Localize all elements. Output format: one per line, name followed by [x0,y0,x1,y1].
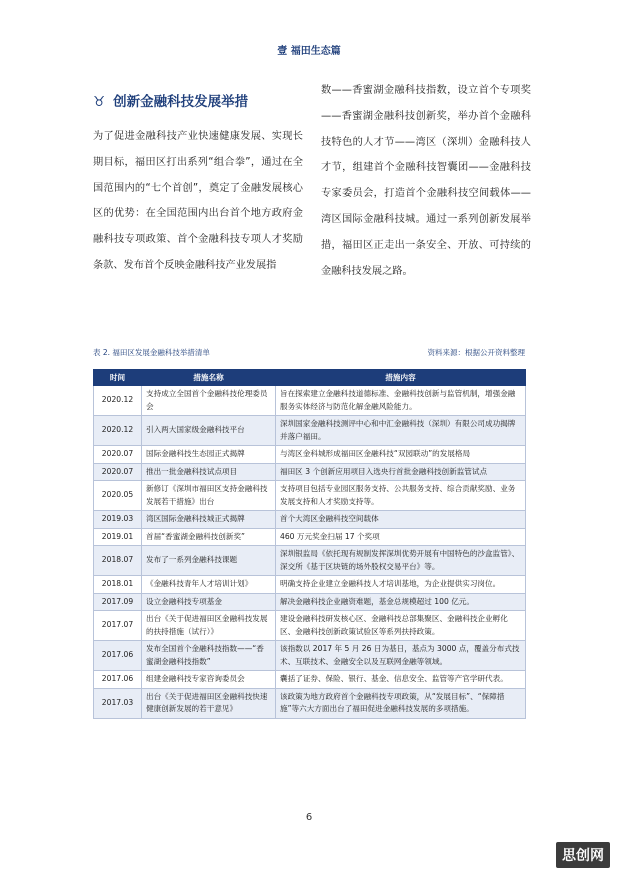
table-row [94,576,526,594]
cell-measure-content: 囊括了证券、保险、银行、基金、信息安全、监管等产官学研代表。 [276,671,526,689]
cell-measure-name: 出台《关于促进福田区金融科技发展的扶持措施（试行）》 [142,611,276,641]
cell-measure-name: 出台《关于促进福田区金融科技快速健康创新发展的若干意见》 [142,688,276,718]
table-caption: 表 2. 福田区发展金融科技举措清单 [93,348,210,357]
cell-measure-name: 首届“香蜜湖金融科技创新奖” [142,528,276,546]
cell-measure-content: 该指数以 2017 年 5 月 26 日为基日，基点为 3000 点，覆盖分布式技术、互联技术、金融安全以及互联网金融等领域。 [276,641,526,671]
cell-time: 2017.07 [94,611,142,641]
table-source: 资料来源：根据公开资料整理 [427,348,525,357]
cell-measure-name: 设立金融科技专项基金 [142,593,276,611]
cell-measure-content: 明确支持企业建立金融科技人才培训基地，为企业提供实习岗位。 [276,576,526,594]
cell-time: 2017.06 [94,671,142,689]
cell-measure-content: 与湾区金科城形成福田区金融科技“双园联动”的发展格局 [276,446,526,464]
cell-measure-content: 深圳银监局《依托现有规制发挥深圳优势开展有中国特色的沙盒监管》、深交所《基于区块链的场外股权交易平台》等。 [276,546,526,576]
cell-measure-content: 解决金融科技企业融资难题，基金总规模超过 100 亿元。 [276,593,526,611]
cell-measure-name: 发布了一系列金融科技课题 [142,546,276,576]
page-number: 6 [305,812,313,823]
table-row [94,641,526,671]
cell-time: 2020.05 [94,481,142,511]
table-row [94,593,526,611]
header-measure-name: 措施名称 [142,370,276,386]
cell-measure-name: 引入两大国家级金融科技平台 [142,416,276,446]
cell-measure-content: 福田区 3 个创新应用项目入选央行首批金融科技创新监管试点 [276,463,526,481]
taurus-icon: ♉ [93,94,106,110]
table-row [94,528,526,546]
table-row [94,511,526,529]
cell-measure-name: 推出一批金融科技试点项目 [142,463,276,481]
table-row [94,481,526,511]
cell-time: 2020.12 [94,386,142,416]
cell-measure-name: 组建金融科技专家咨询委员会 [142,671,276,689]
cell-measure-name: 湾区国际金融科技城正式揭牌 [142,511,276,529]
cell-measure-content: 首个大湾区金融科技空间载体 [276,511,526,529]
cell-measure-content: 深圳国家金融科技测评中心和中汇金融科技（深圳）有限公司成功揭牌并落户福田。 [276,416,526,446]
cell-measure-name: 国际金融科技生态园正式揭牌 [142,446,276,464]
cell-measure-content: 支持项目包括专业园区服务支持、公共服务支持、综合贡献奖励、业务发展支持和人才奖励支持等。 [276,481,526,511]
cell-time: 2017.06 [94,641,142,671]
measures-table [93,369,526,719]
cell-measure-content: 建设金融科技研发核心区、金融科技总部集聚区、金融科技企业孵化区、金融科技创新政策试验区等系列扶持政策。 [276,611,526,641]
cell-time: 2017.03 [94,688,142,718]
header-time: 时间 [94,370,142,386]
table-row [94,688,526,718]
table-row [94,463,526,481]
section-title [93,90,248,110]
table-caption-row [93,347,525,358]
cell-time: 2019.03 [94,511,142,529]
page-header: 壹 福田生态篇 [277,46,341,57]
cell-time: 2020.07 [94,463,142,481]
cell-measure-name: 新修订《深圳市福田区支持金融科技发展若干措施》出台 [142,481,276,511]
cell-time: 2018.07 [94,546,142,576]
table-row [94,546,526,576]
paragraph-right: 数——香蜜湖金融科技指数，设立首个专项奖——香蜜湖金融科技创新奖，举办首个金融科技特色的人才节——湾区（深圳）金融科技人才节，组建首个金融科技智囊团——金融科技专家委员会，打造首个金融科技空间载体——湾区国际金融科技城。通过一系列创新发展举措，福田区正走出一条安全、开放、可持续的金融科技发展之路。 [321,85,531,277]
cell-time: 2020.07 [94,446,142,464]
table-row [94,386,526,416]
section-title-text: 创新金融科技发展举措 [113,94,249,110]
cell-time: 2017.09 [94,593,142,611]
cell-measure-name: 《金融科技青年人才培训计划》 [142,576,276,594]
table-row [94,671,526,689]
cell-measure-content: 460 万元奖金扫届 17 个奖项 [276,528,526,546]
table-row [94,611,526,641]
cell-time: 2018.01 [94,576,142,594]
table-header-row [94,370,526,386]
cell-measure-name: 发布全国首个金融科技指数——“香蜜湖金融科技指数” [142,641,276,671]
cell-measure-content: 旨在探索建立金融科技道德标准、金融科技创新与监管机制，增强金融服务实体经济与防范化解金融风险能力。 [276,386,526,416]
paragraph-left: 为了促进金融科技产业快速健康发展、实现长期目标，福田区打出系列“组合拳”，通过在全国范围内的“七个首创”，奠定了金融发展核心区的优势：在全国范围内出台首个地方政府金融科技专项政策、首个金融科技专项人才奖励条款、发布首个反映金融科技产业发展指 [93,131,303,271]
cell-measure-name: 支持成立全国首个金融科技伦理委员会 [142,386,276,416]
cell-time: 2020.12 [94,416,142,446]
cell-time: 2019.01 [94,528,142,546]
table-row [94,416,526,446]
site-watermark-logo: 思创网 [556,842,610,868]
header-measure-content: 措施内容 [276,370,526,386]
cell-measure-content: 该政策为地方政府首个金融科技专项政策，从“发展目标”、“保障措施”等六大方面出台了福田促进金融科技发展的多项措施。 [276,688,526,718]
table-row [94,446,526,464]
